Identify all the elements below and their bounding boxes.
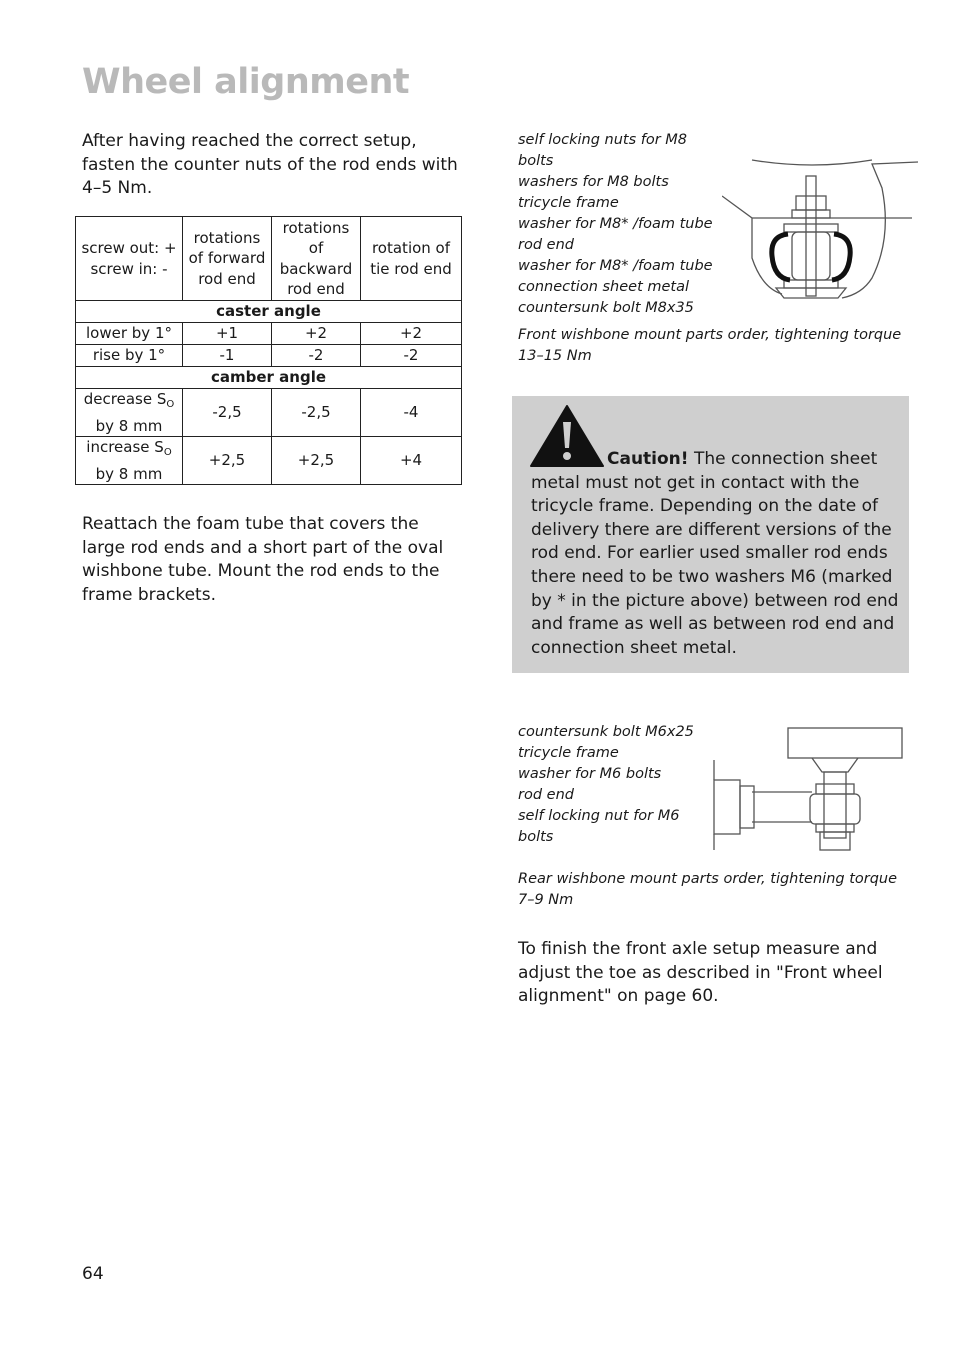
table-header-row [76,217,462,301]
caution-message: The connection sheet metal must not get in contact with the tricycle frame. Depending on the date of delivery there are different versions of the rod end. For earlier used smaller rod ends there need to be two washers M6 (marked by * in the picture above) between rod end and frame as well as between rod end and connection sheet metal. [531,449,899,658]
caution-label: Caution! [607,449,689,469]
table-cell: decrease $S_O$ by 8 mm [76,389,183,437]
rotation-table [75,216,462,485]
caution-text [531,448,901,660]
table-cell: -2 [361,345,462,367]
caution-box [512,396,909,673]
table-cell: rise by 1° [76,345,183,367]
reattach-paragraph: Reattach the foam tube that covers the large rod ends and a short part of the oval wishbone tube. Mount the rod ends to the frame brackets. [82,514,444,605]
table-row [76,345,462,367]
list-item: self locking nut for M6 bolts [518,808,680,845]
intro-paragraph: After having reached the correct setup, fasten the counter nuts of the rod ends with 4–5 Nm. [82,131,458,198]
rear-mount-parts-list [518,722,713,848]
table-cell: -2,5 [183,389,272,437]
table-cell: +2,5 [272,437,361,485]
list-item: washer for M8* /foam tube [518,258,713,274]
table-cell: -1 [183,345,272,367]
front-mount-parts-list [518,130,723,319]
table-cell: +2 [361,323,462,345]
list-item: tricycle frame [518,195,619,211]
table-cell: -4 [361,389,462,437]
table-cell: -2,5 [272,389,361,437]
list-item: connection sheet metal [518,279,690,295]
list-item: self locking nuts for M8 bolts [518,132,688,169]
table-cell: +1 [183,323,272,345]
table-cell: +2 [272,323,361,345]
list-item: washer for M8* /foam tube [518,216,713,232]
page-number: 64 [82,1264,104,1284]
table-header-cell: rotations of backward rod end [272,217,361,301]
table-cell: +2,5 [183,437,272,485]
table-section-row [76,301,462,323]
list-item: countersunk bolt M8x35 [518,300,694,316]
finish-paragraph: To finish the front axle setup measure and adjust the toe as described in "Front wheel alignment" on page 60. [518,939,883,1007]
list-item: countersunk bolt M6x25 [518,724,694,740]
table-cell: +4 [361,437,462,485]
list-item: rod end [518,237,574,253]
table-row [76,389,462,437]
table-header-cell: rotation of tie rod end [361,217,462,301]
table-header-cell: rotations of forward rod end [183,217,272,301]
front-mount-caption: Front wishbone mount parts order, tightening torque 13–15 Nm [518,327,902,364]
table-row [76,323,462,345]
table-row [76,437,462,485]
list-item: washer for M6 bolts [518,766,662,782]
list-item: washers for M8 bolts [518,174,669,190]
table-cell: lower by 1° [76,323,183,345]
rear-mount-drawing [712,720,906,856]
table-header-cell: screw out: + screw in: - [76,217,183,301]
camber-angle-label: camber angle [76,367,462,389]
list-item: tricycle frame [518,745,619,761]
table-cell: -2 [272,345,361,367]
table-section-row [76,367,462,389]
front-mount-drawing [722,158,918,306]
page-title: Wheel alignment [82,62,410,102]
table-cell: increase $S_O$ by 8 mm [76,437,183,485]
caster-angle-label: caster angle [76,301,462,323]
list-item: rod end [518,787,574,803]
rear-mount-caption: Rear wishbone mount parts order, tightening torque 7–9 Nm [518,871,898,908]
